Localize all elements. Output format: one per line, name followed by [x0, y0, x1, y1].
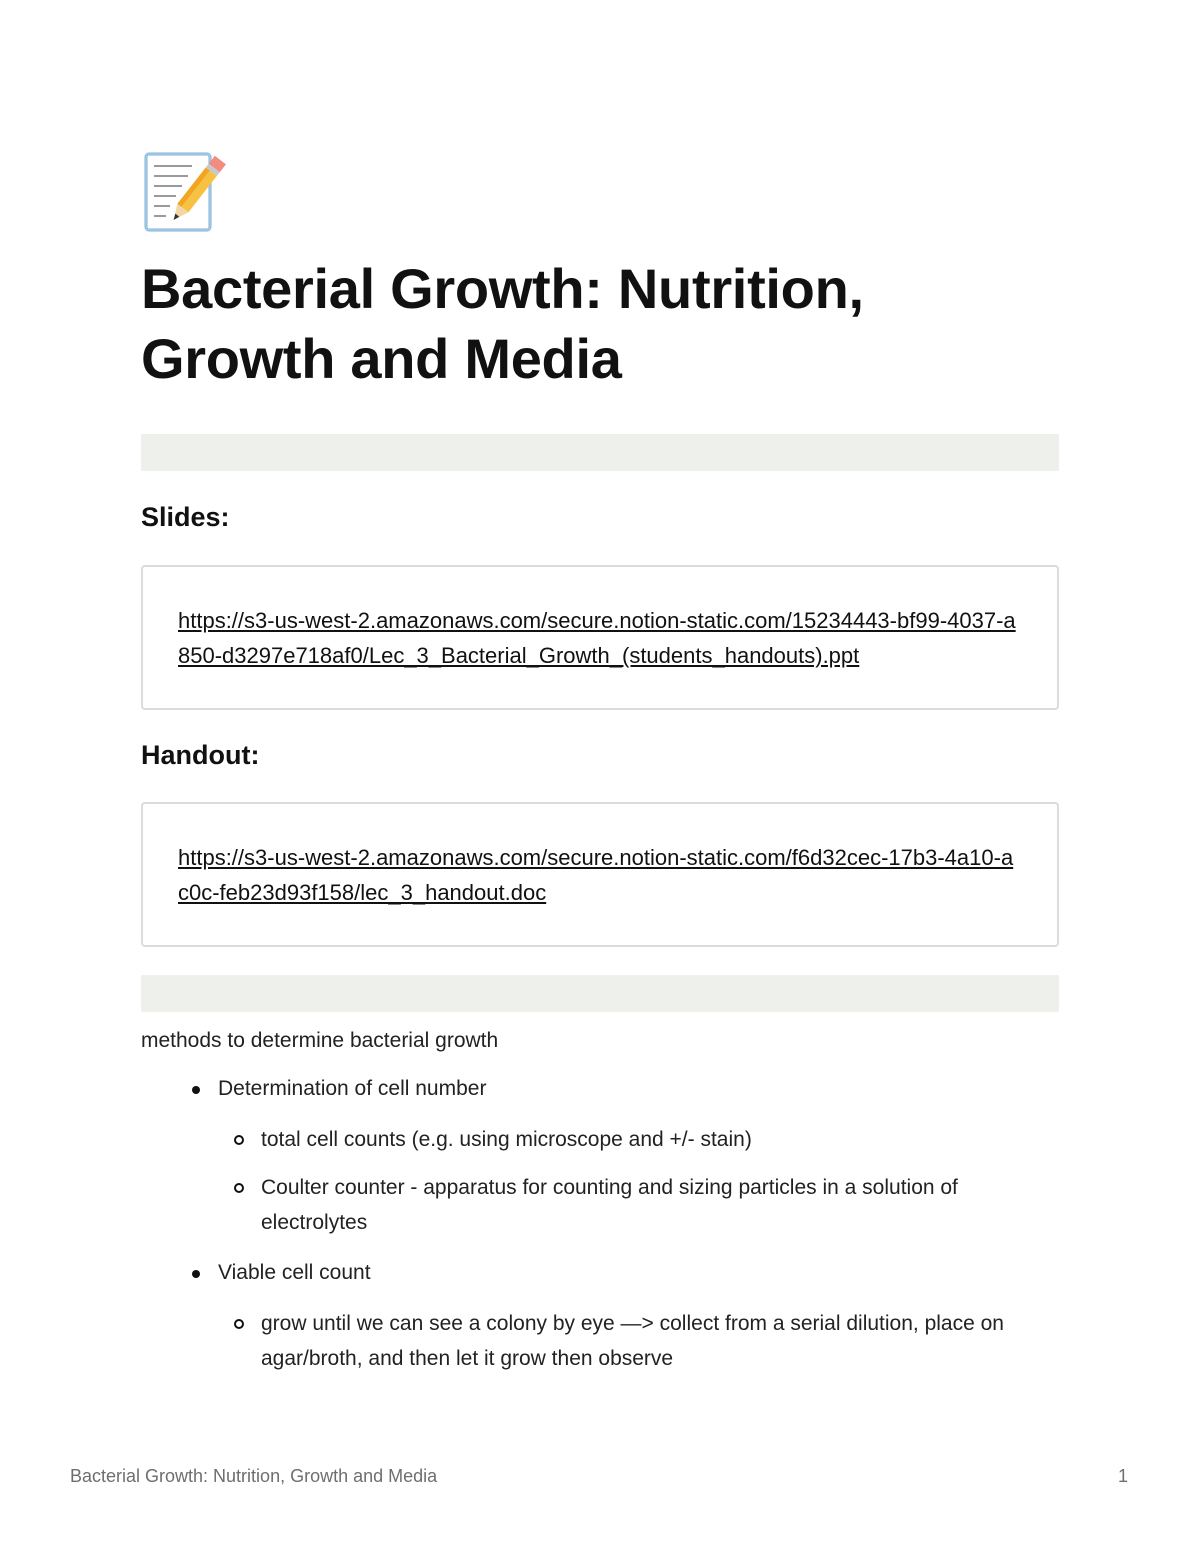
bullet-circle-icon: [234, 1135, 244, 1145]
handout-link-box: [141, 802, 1059, 947]
bullet-disc-icon: [192, 1086, 200, 1094]
list-item: Viable cell count: [218, 1261, 371, 1284]
intro-text: methods to determine bacterial growth: [141, 1029, 499, 1052]
callout-bar: [141, 975, 1059, 1012]
bullet-disc-icon: [192, 1270, 200, 1278]
memo-pencil-icon: [142, 150, 228, 236]
list-item: Determination of cell number: [218, 1077, 487, 1100]
handout-heading: Handout:: [141, 740, 260, 770]
footer-page-number: 1: [1117, 1466, 1128, 1486]
callout-bar: [141, 434, 1059, 471]
footer-title: Bacterial Growth: Nutrition, Growth and Media: [70, 1466, 438, 1486]
slides-link[interactable]: https://s3-us-west-2.amazonaws.com/secure.notion-static.com/15234443-bf99-4037-a850-d3297e718af0/Lec_3_Bacterial_Growth_(students_handouts).ppt: [178, 608, 1016, 668]
slides-link-box: [141, 565, 1059, 710]
list-subitem: grow until we can see a colony by eye —> collect from a serial dilution, place on agar/broth, and then let it grow then observe: [261, 1312, 1004, 1370]
list-subitem: Coulter counter - apparatus for counting and sizing particles in a solution of electrolytes: [261, 1176, 958, 1234]
bullet-circle-icon: [234, 1319, 244, 1329]
page-title: Bacterial Growth: Nutrition, Growth and Media: [141, 257, 864, 390]
handout-link[interactable]: https://s3-us-west-2.amazonaws.com/secure.notion-static.com/f6d32cec-17b3-4a10-ac0c-feb23d93f158/lec_3_handout.doc: [178, 845, 1014, 905]
slides-heading: Slides:: [141, 502, 230, 532]
bullet-circle-icon: [234, 1183, 244, 1193]
list-subitem: total cell counts (e.g. using microscope and +/- stain): [261, 1128, 752, 1151]
